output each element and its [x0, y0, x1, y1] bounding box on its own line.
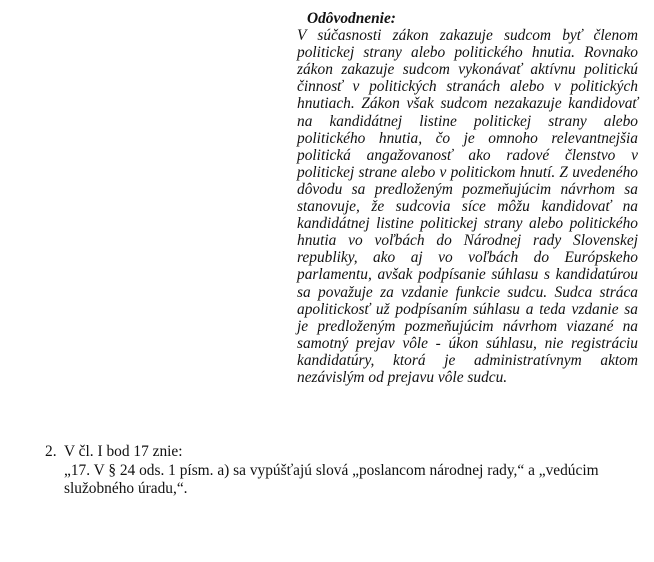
amendment-intro: V čl. I bod 17 znie:	[64, 443, 183, 460]
justification-section	[297, 10, 638, 386]
justification-body: V súčasnosti zákon zakazuje sudcom byť členom politickej strany alebo politického hnutia. Rovnako zákon zakazuje sudcom vykonávať aktívnu politickú činnosť v politických stranách alebo v politických hnutiach. Zákon však sudcom nezakazuje kandidovať na kandidátnej listine politickej strany alebo politického hnutia, čo je omnoho relevantnejšia politická angažovanosť ako radové členstvo v politickej strane alebo v politickom hnutí. Z uvedeného dôvodu sa predloženým pozmeňujúcim návrhom sa stanovuje, že sudcovia síce môžu kandidovať na kandidátnej listine politickej strany alebo politického hnutia vo voľbách do Národnej rady Slovenskej republiky, ako aj vo voľbách do Európskeho parlamentu, avšak podpísanie súhlasu s kandidatúrou sa považuje za vzdanie funkcie sudcu. Sudca stráca apolitickosť už podpísaním súhlasu a teda vzdanie sa je predloženým pozmeňujúcim návrhom viazané na samotný prejav vôle - úkon súhlasu, nie registráciu kandidatúry, ktorá je administratívnym aktom nezávislým od prejavu vôle sudcu.	[297, 27, 638, 386]
amendment-content	[64, 443, 624, 499]
amendment-text: „17. V § 24 ods. 1 písm. a) sa vypúšťajú slová „poslancom národnej rady,“ a „vedúcim služobného úradu,“.	[64, 461, 599, 497]
justification-heading: Odôvodnenie:	[307, 10, 396, 27]
amendment-number: 2.	[45, 443, 57, 460]
